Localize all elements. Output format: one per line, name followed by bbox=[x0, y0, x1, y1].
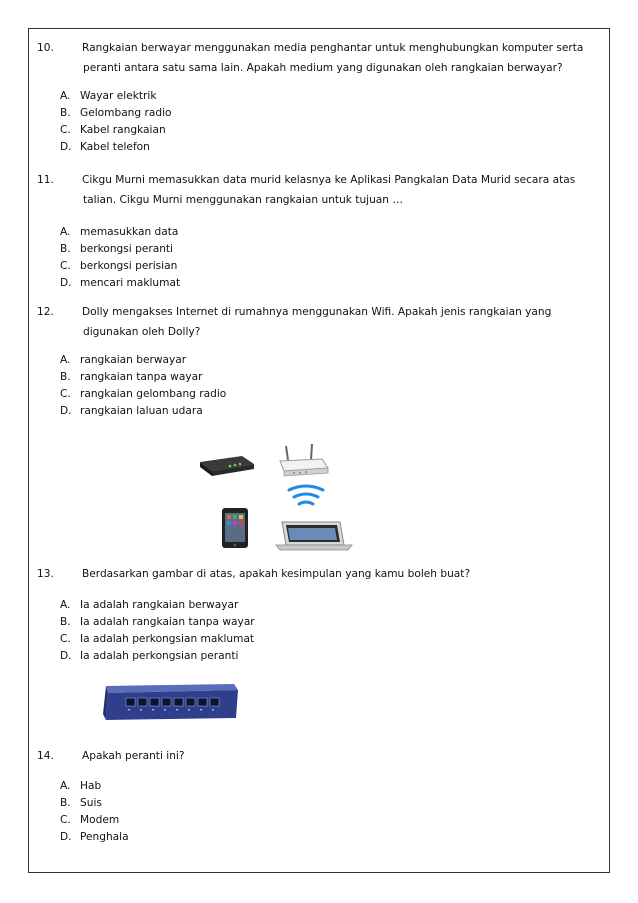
option-d[interactable]: D. mencari maklumat bbox=[60, 277, 181, 289]
option-c[interactable]: C. Modem bbox=[60, 814, 120, 826]
question-number: 11. bbox=[37, 174, 54, 186]
options-10 bbox=[60, 88, 172, 156]
question-number: 10. bbox=[37, 42, 54, 54]
network-switch-icon bbox=[103, 684, 238, 720]
options-11 bbox=[60, 224, 180, 292]
option-d[interactable]: D. Ia adalah perkongsian peranti bbox=[60, 650, 239, 662]
option-b[interactable]: B. Suis bbox=[60, 797, 102, 809]
options-13 bbox=[60, 597, 255, 665]
question-11 bbox=[37, 170, 600, 210]
option-c[interactable]: C. Kabel rangkaian bbox=[60, 124, 166, 136]
network-switch-illustration bbox=[100, 680, 242, 726]
question-number: 13. bbox=[37, 568, 54, 580]
wifi-signal-icon bbox=[289, 486, 323, 504]
laptop-icon bbox=[276, 522, 352, 550]
options-12 bbox=[60, 352, 226, 420]
router-icon bbox=[280, 444, 328, 476]
question-12 bbox=[37, 302, 600, 342]
option-c[interactable]: C. berkongsi perisian bbox=[60, 260, 178, 272]
question-text: 11. Cikgu Murni memasukkan data murid kelasnya ke Aplikasi Pangkalan Data Murid secara atas talian. Cikgu Murni menggunakan rangkaian untuk tujuan … bbox=[60, 170, 600, 210]
question-number: 14. bbox=[37, 750, 54, 762]
option-b[interactable]: B. Gelombang radio bbox=[60, 107, 172, 119]
question-14 bbox=[37, 746, 600, 766]
option-c[interactable]: C. rangkaian gelombang radio bbox=[60, 388, 227, 400]
question-text: 12. Dolly mengakses Internet di rumahnya menggunakan Wifi. Apakah jenis rangkaian yang digunakan oleh Dolly? bbox=[60, 302, 600, 342]
option-d[interactable]: D. Kabel telefon bbox=[60, 141, 150, 153]
modem-icon bbox=[200, 456, 254, 476]
question-number: 12. bbox=[37, 306, 54, 318]
question-13 bbox=[37, 564, 600, 584]
option-a[interactable]: A. Hab bbox=[60, 780, 102, 792]
question-text: 13. Berdasarkan gambar di atas, apakah kesimpulan yang kamu boleh buat? bbox=[60, 564, 600, 584]
smartphone-icon bbox=[222, 508, 248, 548]
wireless-network-illustration bbox=[190, 440, 360, 555]
option-b[interactable]: B. berkongsi peranti bbox=[60, 243, 174, 255]
option-a[interactable]: A. memasukkan data bbox=[60, 226, 179, 238]
option-c[interactable]: C. Ia adalah perkongsian maklumat bbox=[60, 633, 255, 645]
options-14 bbox=[60, 778, 129, 846]
question-text: 10. Rangkaian berwayar menggunakan media penghantar untuk menghubungkan komputer serta peranti antara satu sama lain. Apakah medium yang digunakan oleh rangkaian berwayar? bbox=[60, 38, 600, 78]
option-d[interactable]: D. Penghala bbox=[60, 831, 129, 843]
question-10 bbox=[37, 38, 600, 78]
option-b[interactable]: B. rangkaian tanpa wayar bbox=[60, 371, 203, 383]
option-b[interactable]: B. Ia adalah rangkaian tanpa wayar bbox=[60, 616, 255, 628]
option-d[interactable]: D. rangkaian laluan udara bbox=[60, 405, 203, 417]
option-a[interactable]: A. rangkaian berwayar bbox=[60, 354, 187, 366]
option-a[interactable]: A. Wayar elektrik bbox=[60, 90, 157, 102]
question-text: 14. Apakah peranti ini? bbox=[60, 746, 600, 766]
option-a[interactable]: A. Ia adalah rangkaian berwayar bbox=[60, 599, 239, 611]
